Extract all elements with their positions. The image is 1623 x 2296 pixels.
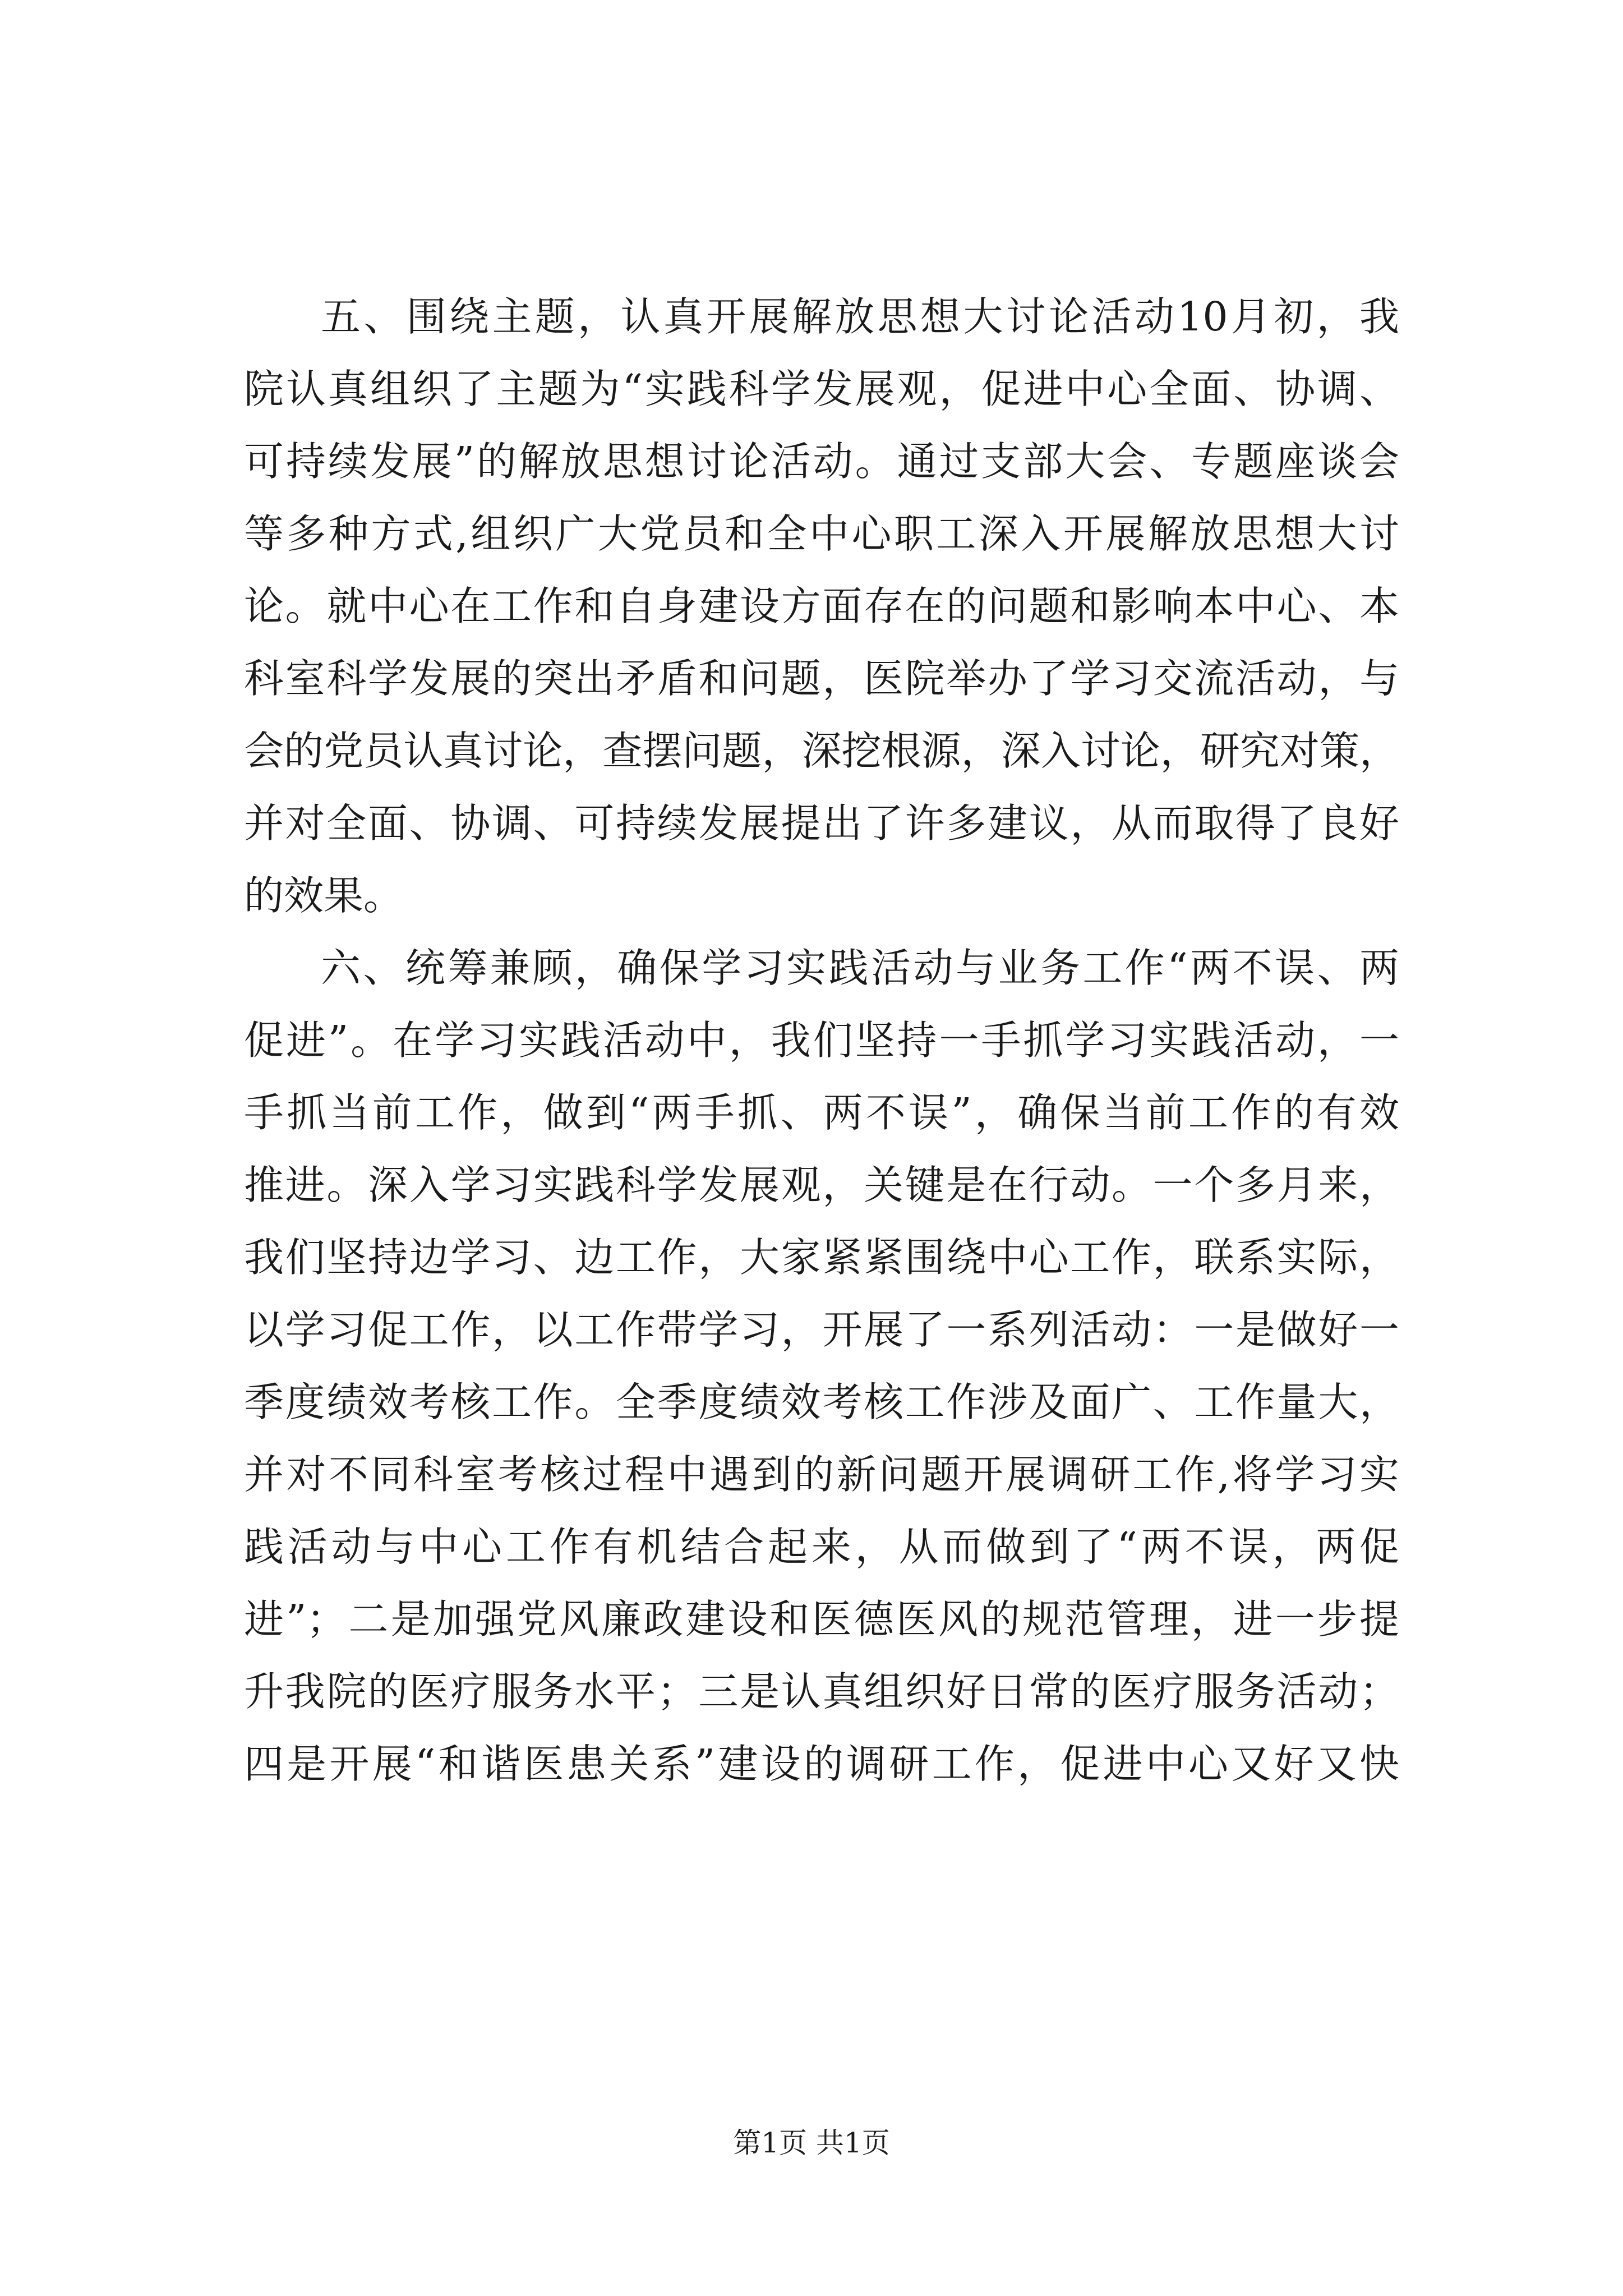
paragraph-5-line-8: 并对全面、协调、可持续发展提出了许多建议，从而取得了良好 — [244, 800, 1399, 846]
paragraph-6-line-1: 六、统筹兼顾，确保学习实践活动与业务工作“两不误、两 — [321, 945, 1399, 991]
page-footer: 第1页 共1页 — [733, 2127, 890, 2159]
paragraph-6-line-3: 手抓当前工作，做到“两手抓、两不误”，确保当前工作的有效 — [244, 1089, 1399, 1136]
paragraph-5-line-2: 院认真组织了主题为“实践科学发展观，促进中心全面、协调、 — [244, 366, 1399, 412]
paragraph-5-line-5: 论。就中心在工作和自身建设方面存在的问题和影响本中心、本 — [244, 583, 1399, 629]
paragraph-6-line-7: 季度绩效考核工作。全季度绩效考核工作涉及面广、工作量大， — [244, 1379, 1399, 1425]
paragraph-6-line-9: 践活动与中心工作有机结合起来，从而做到了“两不误，两促 — [244, 1524, 1399, 1570]
paragraph-6-line-11: 升我院的医疗服务水平；三是认真组织好日常的医疗服务活动； — [244, 1668, 1399, 1715]
paragraph-5-line-3: 可持续发展”的解放思想讨论活动。通过支部大会、专题座谈会 — [244, 438, 1399, 485]
paragraph-6-line-2: 促进”。在学习实践活动中，我们坚持一手抓学习实践活动，一 — [244, 1017, 1399, 1064]
paragraph-5-line-7: 会的党员认真讨论，查摆问题，深挖根源，深入讨论，研究对策， — [244, 728, 1399, 774]
paragraph-6-line-12: 四是开展“和谐医患关系”建设的调研工作，促进中心又好又快 — [244, 1741, 1399, 1787]
paragraph-5-line-1: 五、围绕主题，认真开展解放思想大讨论活动10月初，我 — [321, 293, 1399, 340]
paragraph-5-line-4: 等多种方式,组织广大党员和全中心职工深入开展解放思想大讨 — [244, 510, 1399, 557]
paragraph-6-line-8: 并对不同科室考核过程中遇到的新问题开展调研工作,将学习实 — [244, 1451, 1399, 1498]
paragraph-5-line-9: 的效果。 — [244, 872, 404, 919]
paragraph-6-line-10: 进”；二是加强党风廉政建设和医德医风的规范管理，进一步提 — [244, 1596, 1399, 1642]
paragraph-5-line-6: 科室科学发展的突出矛盾和问题，医院举办了学习交流活动，与 — [244, 655, 1399, 702]
paragraph-6-line-4: 推进。深入学习实践科学发展观，关键是在行动。一个多月来， — [244, 1162, 1399, 1208]
paragraph-6-line-6: 以学习促工作，以工作带学习，开展了一系列活动：一是做好一 — [244, 1306, 1399, 1353]
paragraph-6-line-5: 我们坚持边学习、边工作，大家紧紧围绕中心工作，联系实际， — [244, 1234, 1399, 1281]
